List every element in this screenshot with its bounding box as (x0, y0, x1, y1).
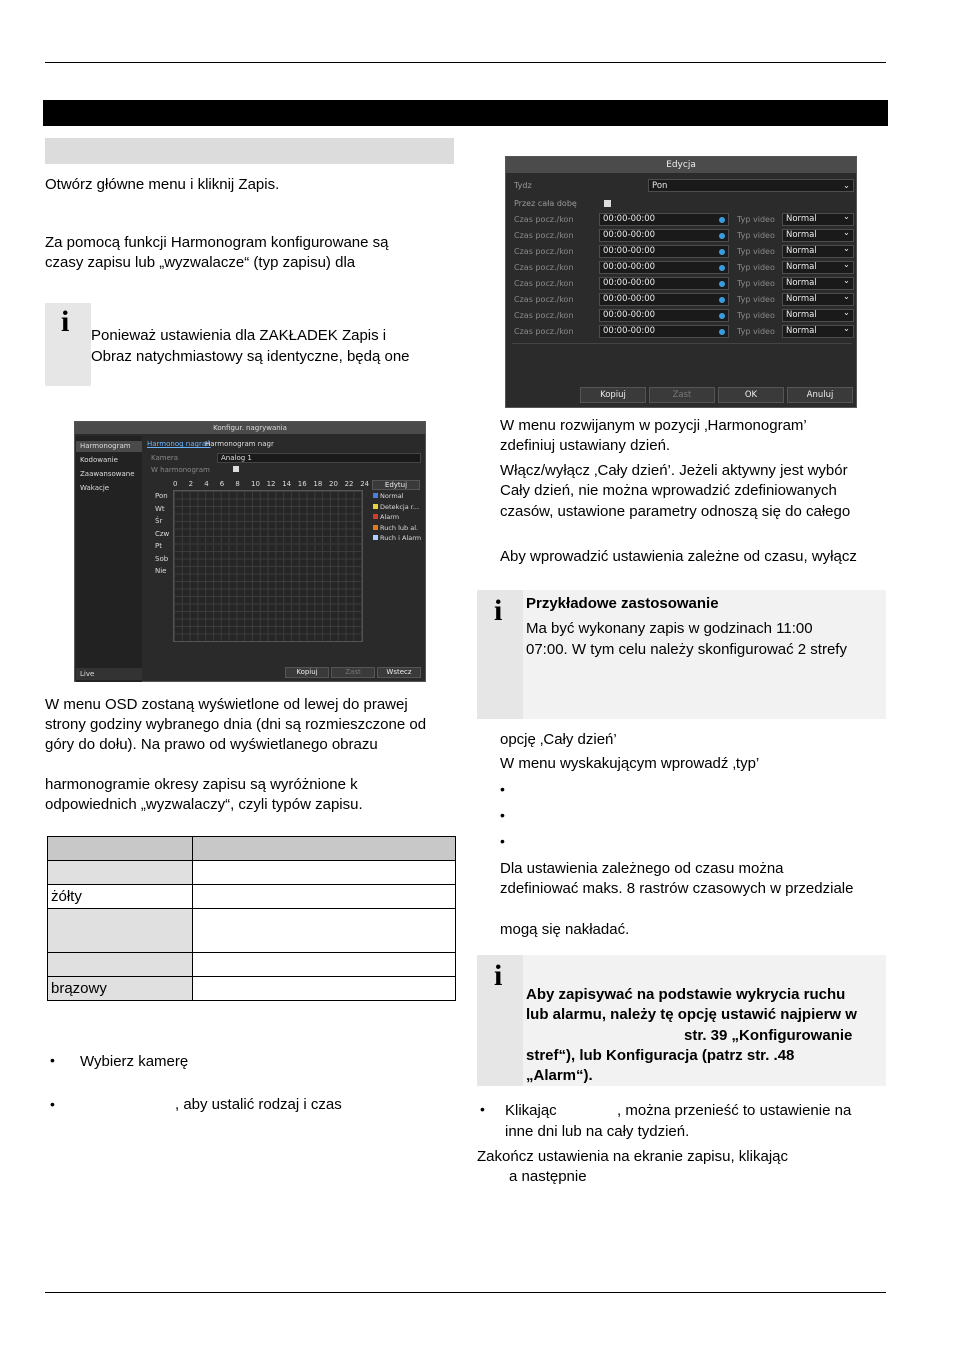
day-select-value: Pon (652, 181, 668, 191)
clock-icon[interactable] (719, 249, 725, 255)
time-range-value: 00:00-00:00 (603, 246, 656, 256)
video-type-select[interactable] (782, 325, 854, 338)
sidebar-item-harmonogram[interactable]: Harmonogram (76, 441, 142, 452)
sidebar-item-zaawansowane[interactable]: Zaawansowane (80, 470, 135, 478)
legend-label: Ruch i Alarm (380, 534, 422, 542)
chevron-down-icon: ⌄ (842, 276, 850, 286)
time-row-label: Czas pocz./kon (514, 247, 574, 256)
legend-swatch (373, 504, 378, 509)
info-icon: i (61, 305, 70, 338)
day-select[interactable] (648, 179, 854, 192)
back-button[interactable]: Wstecz (377, 667, 421, 678)
video-type-select[interactable] (782, 309, 854, 322)
example-note-title: Przykładowe zastosowanie (526, 595, 719, 612)
clock-icon[interactable] (719, 313, 725, 319)
apply-button[interactable]: Zast (331, 667, 375, 678)
paragraph-overlap: mogą się nakładać. (500, 921, 630, 938)
paragraph-max-rasters-line1: Dla ustawienia zależnego od czasu można (500, 860, 784, 877)
bottom-rule (45, 1292, 886, 1293)
paragraph-osd-line2: strony godziny wybranego dnia (dni są rozmieszczone od (45, 716, 427, 733)
recording-config-screenshot (74, 421, 426, 682)
schedule-grid[interactable] (173, 490, 363, 642)
chevron-down-icon: ⌄ (842, 308, 850, 318)
bullet-choose-camera: Wybierz kamerę (80, 1053, 189, 1070)
bullet-dot: • (500, 833, 505, 849)
edit-dialog-title: Edycja (506, 157, 856, 173)
bullet-dot: • (500, 781, 505, 797)
video-type-select[interactable] (782, 213, 854, 226)
chevron-down-icon: ⌄ (842, 292, 850, 302)
video-type-label: Typ video (737, 247, 775, 256)
paragraph-osd-line1: W menu OSD zostaną wyświetlone od lewej do prawej (45, 696, 408, 713)
time-row-label: Czas pocz./kon (514, 263, 574, 272)
hour-tick-label: 16 (297, 480, 307, 488)
video-type-label: Typ video (737, 311, 775, 320)
paragraph-finish-line2: a następnie (509, 1168, 587, 1185)
time-range-field[interactable] (599, 277, 729, 290)
video-type-value: Normal (786, 262, 817, 272)
paragraph-max-rasters-line2: zdefiniować maks. 8 rastrów czasowych w przedziale (500, 880, 854, 897)
sidebar-live-button[interactable]: Live (76, 668, 142, 680)
top-rule (45, 62, 886, 63)
motion-note-line5: „Alarm“). (526, 1067, 593, 1084)
legend-item (373, 492, 404, 500)
legend-swatch (373, 514, 378, 519)
time-range-field[interactable] (599, 309, 729, 322)
time-range-value: 00:00-00:00 (603, 262, 656, 272)
bullet-click-copy-pre: Klikając (505, 1102, 557, 1119)
hour-tick-label: 2 (188, 480, 194, 488)
example-note-line2: 07:00. W tym celu należy skonfigurować 2 strefy (526, 641, 847, 658)
legend-label: Ruch lub al. (380, 523, 419, 532)
info-note-box (45, 303, 91, 386)
paragraph-colors-line1: harmonogramie okresy zapisu są wyróżnione k (45, 776, 358, 793)
day-label: Pon (155, 492, 168, 500)
legend-swatch (373, 535, 378, 540)
hour-tick-label: 14 (282, 480, 292, 488)
time-range-field[interactable] (599, 325, 729, 338)
video-type-value: Normal (786, 326, 817, 336)
sidebar-item-kodowanie[interactable]: Kodowanie (80, 456, 118, 464)
table-row (48, 909, 456, 953)
video-type-label: Typ video (737, 279, 775, 288)
bullet-click-copy-line2: inne dni lub na cały tydzień. (505, 1123, 690, 1140)
video-type-select[interactable] (782, 293, 854, 306)
time-range-field[interactable] (599, 245, 729, 258)
time-range-value: 00:00-00:00 (603, 310, 656, 320)
chevron-down-icon: ⌄ (842, 228, 850, 238)
time-range-field[interactable] (599, 261, 729, 274)
video-type-select[interactable] (782, 229, 854, 242)
paragraph-finish-line1: Zakończ ustawienia na ekranie zapisu, klikając (477, 1148, 788, 1165)
video-type-label: Typ video (737, 231, 775, 240)
video-type-value: Normal (786, 214, 817, 224)
subsection-header-bar (45, 138, 454, 164)
video-type-value: Normal (786, 246, 817, 256)
time-row-label: Czas pocz./kon (514, 279, 574, 288)
table-row (48, 953, 456, 977)
hour-tick-label: 4 (204, 480, 209, 488)
color-legend-table (47, 836, 456, 1001)
camera-select[interactable] (217, 453, 421, 463)
paragraph-allday-line1: Włącz/wyłącz ‚Cały dzień’. Jeżeli aktywny jest wybór (500, 462, 848, 479)
legend-item (373, 513, 399, 521)
legend-swatch (373, 525, 378, 530)
clock-icon[interactable] (719, 217, 725, 223)
hour-tick-label: 22 (344, 480, 354, 488)
paragraph-popup-type: W menu wyskakującym wprowadź ‚typ’ (500, 755, 760, 772)
bullet-dot: • (50, 1096, 55, 1112)
time-row-label: Czas pocz./kon (514, 231, 574, 240)
w-harmonogram-checkbox[interactable] (233, 466, 239, 472)
paragraph-day-line2: zdefiniuj ustawiany dzień. (500, 437, 671, 454)
motion-note-line3: str. 39 „Konfigurowanie (684, 1027, 853, 1044)
screen1-title: Konfigur. nagrywania (75, 422, 425, 434)
chevron-down-icon: ⌄ (842, 212, 850, 222)
time-range-field[interactable] (599, 229, 729, 242)
paragraph-day-line1: W menu rozwijanym w pozycji ‚Harmonogram’ (500, 417, 807, 434)
legend-item (373, 524, 418, 532)
day-label: Czw (155, 529, 170, 538)
clock-icon[interactable] (719, 265, 725, 271)
time-row-label: Czas pocz./kon (514, 295, 574, 304)
time-range-field[interactable] (599, 293, 729, 306)
legend-label: Detekcja r... (380, 502, 420, 511)
section-header-bar (43, 100, 888, 126)
motion-note-line1: Aby zapisywać na podstawie wykrycia ruchu (526, 986, 846, 1003)
table-row: żółty (48, 885, 456, 909)
paragraph-schedule-line2: czasy zapisu lub „wyzwalacze“ (typ zapisu) dla (45, 254, 356, 271)
paragraph-allday-line3: czasów, ustawione parametry odnoszą się do całego (500, 503, 851, 520)
bullet-dot: • (480, 1101, 485, 1117)
hour-tick-label: 12 (266, 480, 276, 488)
video-type-label: Typ video (737, 215, 775, 224)
camera-label: Kamera (151, 454, 179, 462)
paragraph-colors-line2: odpowiednich „wyzwalaczy“, czyli typów zapisu. (45, 796, 363, 813)
time-rows (506, 213, 856, 343)
paragraph-time-dependent: Aby wprowadzić ustawienia zależne od czasu, wyłącz (500, 548, 857, 565)
time-range-value: 00:00-00:00 (603, 294, 656, 304)
ok-button[interactable]: OK (718, 387, 784, 403)
bullet-click-copy: , można przenieść to ustawienie na (617, 1102, 852, 1119)
tab-harmonogram-nagran[interactable]: Harmonog nagrań (147, 440, 211, 448)
sidebar-item-wakacje[interactable]: Wakacje (80, 484, 110, 492)
w-harmonogram-label: W harmonogram (151, 466, 210, 474)
day-label: Tydz (514, 181, 532, 190)
schedule-legend (373, 492, 423, 552)
time-row-label: Czas pocz./kon (514, 311, 574, 320)
time-range-field[interactable] (599, 213, 729, 226)
video-type-select[interactable] (782, 277, 854, 290)
clock-icon[interactable] (719, 297, 725, 303)
chevron-down-icon: ⌄ (842, 260, 850, 270)
clock-icon[interactable] (719, 233, 725, 239)
paragraph-schedule-line1: Za pomocą funkcji Harmonogram konfigurowane są (45, 234, 389, 251)
info-icon: i (494, 959, 503, 992)
video-type-select[interactable] (782, 261, 854, 274)
motion-note-line2: lub alarmu, należy tę opcję ustawić najpierw w (526, 1006, 857, 1023)
video-type-value: Normal (786, 230, 817, 240)
info-icon: i (494, 594, 503, 627)
hour-tick-label: 20 (329, 480, 338, 488)
time-range-value: 00:00-00:00 (603, 214, 656, 224)
hour-tick-label: 0 (173, 480, 178, 488)
video-type-select[interactable] (782, 245, 854, 258)
time-row-label: Czas pocz./kon (514, 215, 574, 224)
table-header-row (48, 837, 456, 861)
video-type-label: Typ video (737, 263, 775, 272)
legend-item (373, 503, 419, 511)
hour-tick-label: 6 (219, 480, 225, 488)
video-type-value: Normal (786, 278, 817, 288)
time-range-value: 00:00-00:00 (603, 230, 656, 240)
chevron-down-icon: ⌄ (842, 244, 850, 254)
screen1-sidebar (76, 436, 142, 682)
day-label: Sob (155, 554, 169, 563)
bullet-set-type: , aby ustalić rodzaj i czas (175, 1096, 342, 1113)
video-type-value: Normal (786, 310, 817, 320)
edit-dialog-screenshot (505, 156, 857, 408)
chevron-down-icon: ⌄ (842, 181, 850, 191)
hour-tick-label: 10 (251, 480, 260, 488)
copy-button[interactable]: Kopiuj (285, 667, 329, 678)
day-label: Nie (155, 567, 167, 575)
legend-item (373, 534, 421, 542)
day-label: Wt (155, 504, 165, 513)
paragraph-open-menu: Otwórz główne menu i kliknij Zapis. (45, 176, 280, 193)
bullet-dot: • (50, 1052, 55, 1068)
day-label: Pt (155, 542, 162, 550)
hour-tick-label: 24 (360, 480, 370, 488)
time-range-value: 00:00-00:00 (603, 326, 656, 336)
legend-swatch (373, 493, 378, 498)
table-row (48, 861, 456, 885)
time-row-label: Czas pocz./kon (514, 327, 574, 336)
bullet-dot: • (500, 807, 505, 823)
copy-button[interactable]: Kopiuj (580, 387, 646, 403)
example-note-line1: Ma być wykonany zapis w godzinach 11:00 (526, 620, 813, 637)
legend-label: Normal (380, 492, 404, 500)
paragraph-allday-option: opcję ‚Cały dzień’ (500, 731, 617, 748)
cancel-button[interactable]: Anuluj (787, 387, 853, 403)
allday-label: Przez cała dobę (514, 199, 577, 208)
table-row: brązowy (48, 977, 456, 1001)
motion-note-line4: stref“), lub Konfiguracja (patrz str. .48 (526, 1047, 795, 1064)
tab-harmonogram-nagr[interactable]: Harmonogram nagr (205, 440, 274, 448)
clock-icon[interactable] (719, 281, 725, 287)
video-type-value: Normal (786, 294, 817, 304)
note-line2: Obraz natychmiastowy są identyczne, będą one (91, 348, 410, 365)
time-range-value: 00:00-00:00 (603, 278, 656, 288)
paragraph-osd-line3: góry do dołu). Na prawo od wyświetlanego obrazu (45, 736, 378, 753)
schedule-days-column (151, 492, 171, 632)
dialog-footer-divider (512, 343, 852, 344)
paragraph-allday-line2: Cały dzień, nie można wprowadzić zdefiniowanych (500, 482, 837, 499)
schedule-hours-row (173, 480, 370, 490)
note-line1: Ponieważ ustawienia dla ZAKŁADEK Zapis i (91, 327, 387, 344)
camera-select-value: Analog 1 (221, 454, 252, 462)
video-type-label: Typ video (737, 327, 775, 336)
allday-checkbox[interactable] (604, 200, 611, 207)
chevron-down-icon: ⌄ (842, 324, 850, 334)
clock-icon[interactable] (719, 329, 725, 335)
hour-tick-label: 18 (313, 480, 323, 488)
legend-label: Alarm (380, 513, 400, 521)
day-label: Śr (155, 517, 163, 525)
video-type-label: Typ video (737, 295, 775, 304)
hour-tick-label: 8 (235, 480, 240, 488)
apply-button[interactable]: Zast (649, 387, 715, 403)
edit-schedule-button[interactable]: Edytuj (372, 480, 420, 490)
